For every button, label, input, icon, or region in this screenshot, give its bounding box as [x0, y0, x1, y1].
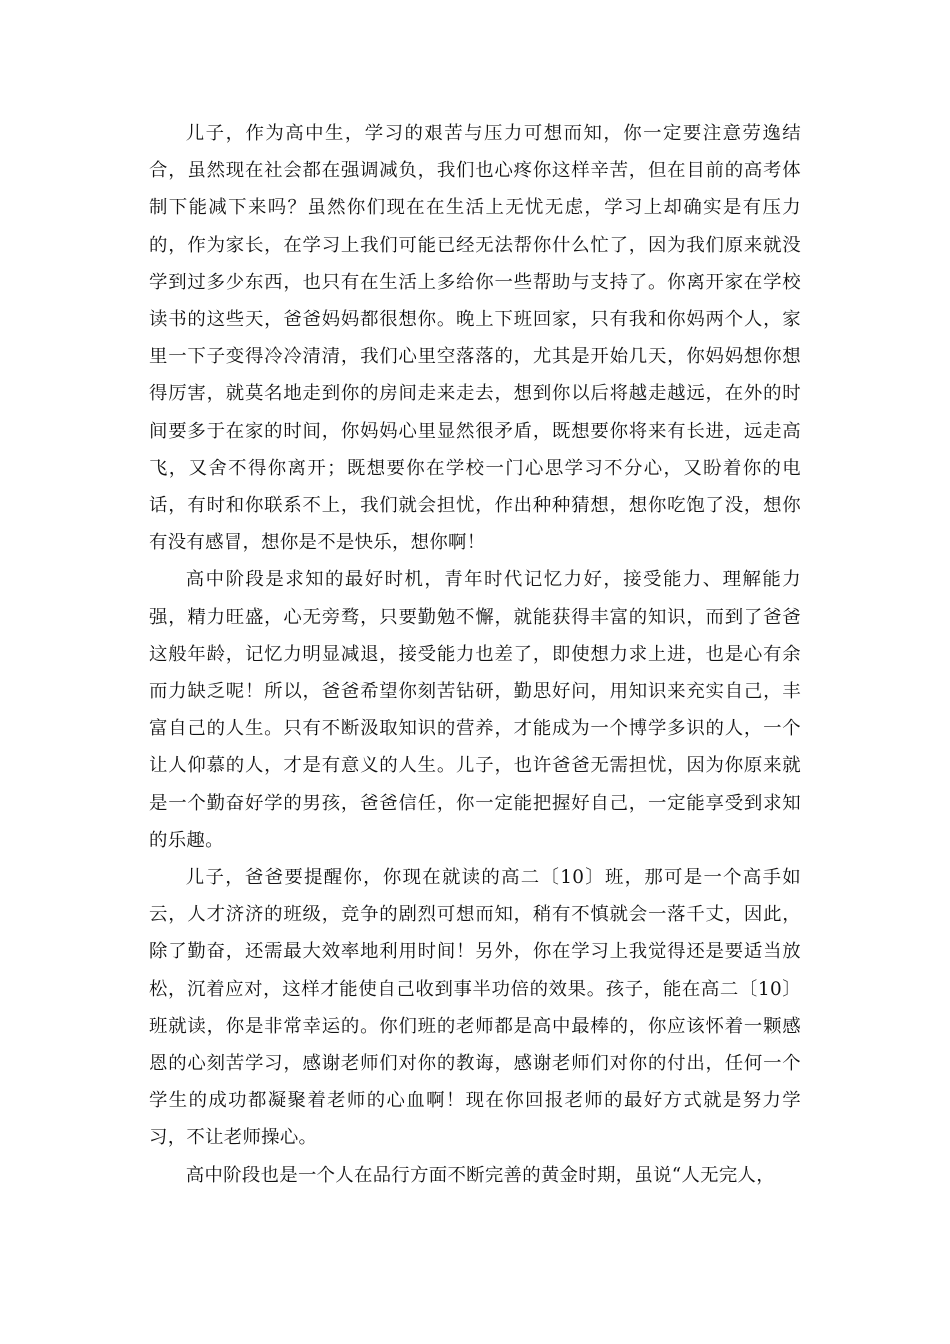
paragraph: 高中阶段是求知的最好时机，青年时代记忆力好，接受能力、理解能力强，精力旺盛，心无旁骛，只要勤勉不懈，就能获得丰富的知识，而到了爸爸这般年龄，记忆力明显减退，接受能力也差了，即使想力求上进，也是心有余而力缺乏呢！所以，爸爸希望你刻苦钻研，勤思好问，用知识来充实自己，丰富自己的人生。只有不断汲取知识的营养，才能成为一个博学多识的人，一个让人仰慕的人，才是有意义的人生。儿子，也许爸爸无需担忧，因为你原来就是一个勤奋好学的男孩，爸爸信任，你一定能把握好自己，一定能享受到求知的乐趣。 [149, 569, 801, 851]
paragraph: 儿子，作为高中生，学习的艰苦与压力可想而知，你一定要注意劳逸结合，虽然现在社会都在强调减负，我们也心疼你这样辛苦，但在目前的高考体制下能减下来吗？虽然你们现在在生活上无忧无虑，学习上却确实是有压力的，作为家长，在学习上我们可能已经无法帮你什么忙了，因为我们原来就没学到过多少东西，也只有在生活上多给你一些帮助与支持了。你离开家在学校读书的这些天，爸爸妈妈都很想你。晚上下班回家，只有我和你妈两个人，家里一下子变得冷冷清清，我们心里空落落的，尤其是开始几天，你妈妈想你想得厉害，就莫名地走到你的房间走来走去，想到你以后将越走越远，在外的时间要多于在家的时间，你妈妈心里显然很矛盾，既想要你将来有长进，远走高飞，又舍不得你离开；既想要你在学校一门心思学习不分心，又盼着你的电话，有时和你联系不上，我们就会担忧，作出种种猜想，想你吃饱了没，想你有没有感冒，想你是不是快乐，想你啊！ [149, 123, 801, 554]
document-page [149, 115, 801, 1194]
paragraph: 高中阶段也是一个人在品行方面不断完善的黄金时期，虽说“人无完人， [185, 1164, 775, 1186]
paragraph: 儿子，爸爸要提醒你，你现在就读的高二〔10〕班，那可是一个高手如云，人才济济的班级，竞争的剧烈可想而知，稍有不慎就会一落千丈，因此，除了勤奋，还需最大效率地利用时间！另外，你在学习上我觉得还是要适当放松，沉着应对，这样才能使自己收到事半功倍的效果。孩子，能在高二〔10〕班就读，你是非常幸运的。你们班的老师都是高中最棒的，你应该怀着一颗感恩的心刻苦学习，感谢老师们对你的教诲，感谢老师们对你的付出，任何一个学生的成功都凝聚着老师的心血啊！现在你回报老师的最好方式就是努力学习，不让老师操心。 [149, 867, 801, 1149]
